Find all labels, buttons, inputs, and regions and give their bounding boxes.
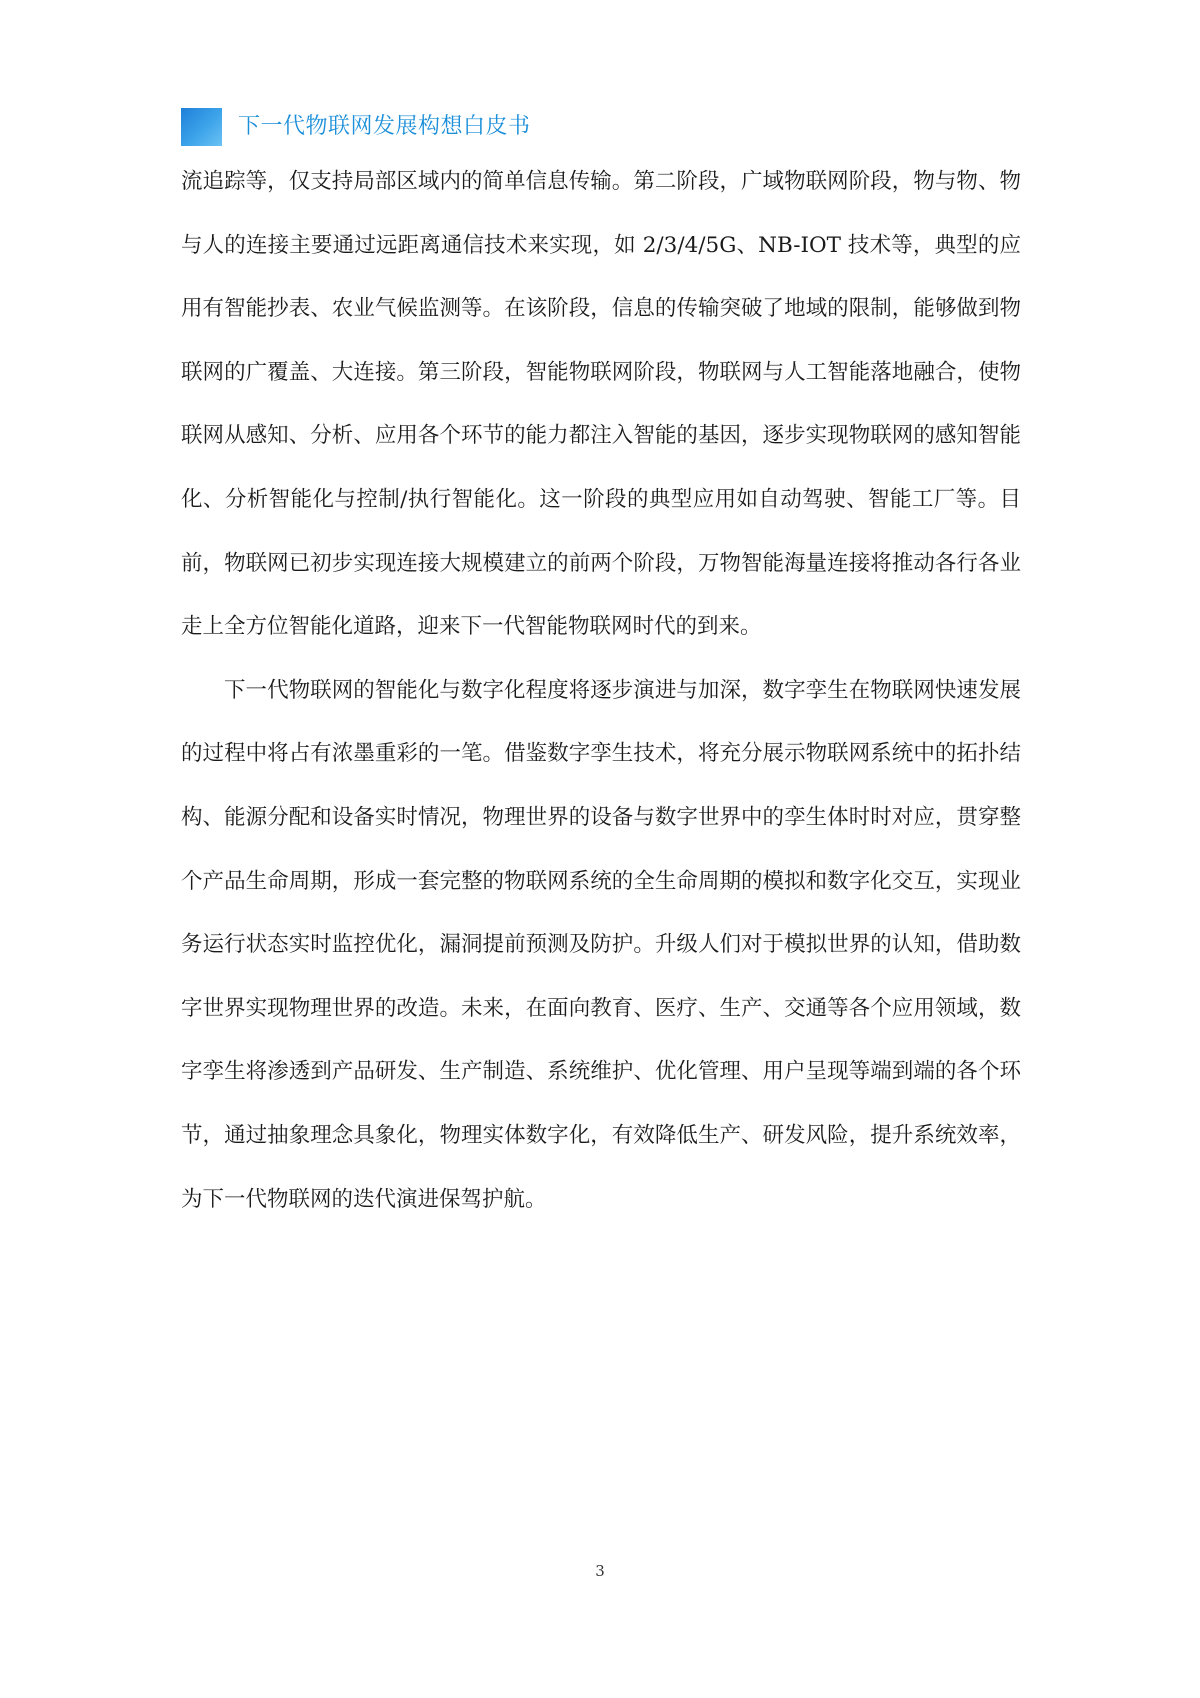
paragraph-digital-twin: 下一代物联网的智能化与数字化程度将逐步演进与加深，数字孪生在物联网快速发展的过程中将占有浓墨重彩的一笔。借鉴数字孪生技术，将充分展示物联网系统中的拓扑结构、能源分配和设备实时情况，物理世界的设备与数字世界中的孪生体时时对应，贯穿整个产品生命周期，形成一套完整的物联网系统的全生命周期的模拟和数字化交互，实现业务运行状态实时监控优化，漏洞提前预测及防护。升级人们对于模拟世界的认知，借助数字世界实现物理世界的改造。未来，在面向教育、医疗、生产、交通等各个应用领域，数字孪生将渗透到产品研发、生产制造、系统维护、优化管理、用户呈现等端到端的各个环节，通过抽象理念具象化，物理实体数字化，有效降低生产、研发风险，提升系统效率，为下一代物联网的迭代演进保驾护航。 — [181, 677, 1021, 1212]
body-text — [181, 150, 1021, 1231]
page-number: 3 — [595, 1562, 605, 1580]
header-title: 下一代物联网发展构想白皮书 — [238, 114, 531, 139]
page-header — [181, 108, 531, 146]
paragraph-continuation: 流追踪等，仅支持局部区域内的简单信息传输。第二阶段，广域物联网阶段，物与物、物与人的连接主要通过远距离通信技术来实现，如 2/3/4/5G、NB-IOT 技术等，典型的应用有智能抄表、农业气候监测等。在该阶段，信息的传输突破了地域的限制，能够做到物联网的广覆盖、大连接。第三阶段，智能物联网阶段，物联网与人工智能落地融合，使物联网从感知、分析、应用各个环节的能力都注入智能的基因，逐步实现物联网的感知智能化、分析智能化与控制/执行智能化。这一阶段的典型应用如自动驾驶、智能工厂等。目前，物联网已初步实现连接大规模建立的前两个阶段，万物智能海量连接将推动各行各业走上全方位智能化道路，迎来下一代智能物联网时代的到来。 — [181, 169, 1021, 640]
blue-square-icon — [181, 108, 222, 146]
